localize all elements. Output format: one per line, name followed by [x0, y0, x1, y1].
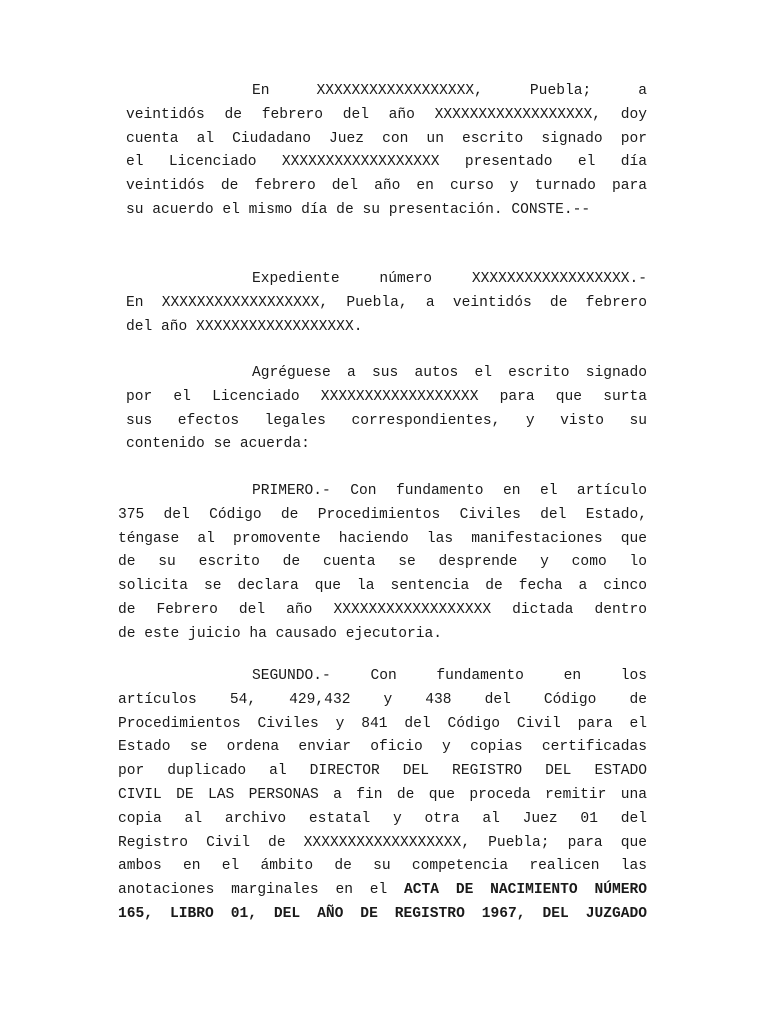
primero-line-2: 375 del Código de Procedimientos Civiles del Estado,: [118, 506, 647, 523]
paragraph-constancia: [126, 80, 647, 223]
constancia-line-5: veintidós de febrero del año en curso y turnado para: [126, 178, 647, 195]
segundo-line-10-prefix: anotaciones marginales en el: [118, 882, 405, 899]
paragraph-expediente: [126, 268, 647, 339]
constancia-line-2: veintidós de febrero del año XXXXXXXXXXXXXXXXXX, doy: [126, 106, 647, 123]
agreguese-line-4: contenido se acuerda:: [126, 436, 310, 453]
segundo-line-9: ambos en el ámbito de su competencia realicen las: [118, 858, 647, 875]
expediente-line-3: del año XXXXXXXXXXXXXXXXXX.: [126, 318, 363, 335]
segundo-line-8: Registro Civil de XXXXXXXXXXXXXXXXXX, Puebla; para que: [118, 834, 647, 851]
primero-line-7: de este juicio ha causado ejecutoria.: [118, 625, 443, 642]
agreguese-line-1: Agréguese a sus autos el escrito signado: [252, 365, 647, 381]
expediente-line-2: En XXXXXXXXXXXXXXXXXX, Puebla, a veintidós de febrero: [126, 294, 647, 311]
segundo-line-11: 165, LIBRO 01, DEL AÑO DE REGISTRO 1967, DEL JUZGADO: [118, 905, 647, 922]
segundo-line-10: [118, 879, 647, 903]
segundo-line-4: Estado se ordena enviar oficio y copias certificadas: [118, 739, 647, 756]
paragraph-primero: [118, 480, 647, 647]
primero-line-1: PRIMERO.- Con fundamento en el artículo: [252, 483, 647, 499]
segundo-line-6: CIVIL DE LAS PERSONAS a fin de que proceda remitir una: [118, 786, 647, 803]
segundo-line-3: Procedimientos Civiles y 841 del Código Civil para el: [118, 715, 647, 732]
constancia-line-3: cuenta al Ciudadano Juez con un escrito signado por: [126, 130, 647, 147]
segundo-line-2: artículos 54, 429,432 y 438 del Código de: [118, 691, 647, 708]
paragraph-agreguese: [126, 362, 647, 457]
agreguese-line-2: por el Licenciado XXXXXXXXXXXXXXXXXX para que surta: [126, 388, 647, 405]
primero-line-6: de Febrero del año XXXXXXXXXXXXXXXXXX dictada dentro: [118, 601, 647, 618]
constancia-line-1: En XXXXXXXXXXXXXXXXXX, Puebla; a: [252, 83, 647, 99]
primero-line-4: de su escrito de cuenta se desprende y como lo: [118, 554, 647, 571]
acta-nacimiento-bold: ACTA DE NACIMIENTO NÚMERO: [404, 882, 647, 899]
segundo-line-5: por duplicado al DIRECTOR DEL REGISTRO DEL ESTADO: [118, 763, 647, 780]
agreguese-line-3: sus efectos legales correspondientes, y visto su: [126, 412, 647, 429]
primero-line-5: solicita se declara que la sentencia de fecha a cinco: [118, 578, 647, 595]
expediente-line-1: Expediente número XXXXXXXXXXXXXXXXXX.-: [252, 271, 647, 287]
constancia-line-6: su acuerdo el mismo día de su presentación. CONSTE.--: [126, 201, 591, 218]
segundo-line-1: SEGUNDO.- Con fundamento en los: [252, 668, 647, 684]
constancia-line-4: el Licenciado XXXXXXXXXXXXXXXXXX presentado el día: [126, 154, 647, 171]
segundo-line-7: copia al archivo estatal y otra al Juez 01 del: [118, 810, 647, 827]
primero-line-3: téngase al promovente haciendo las manifestaciones que: [118, 530, 647, 547]
paragraph-segundo: [118, 665, 647, 927]
